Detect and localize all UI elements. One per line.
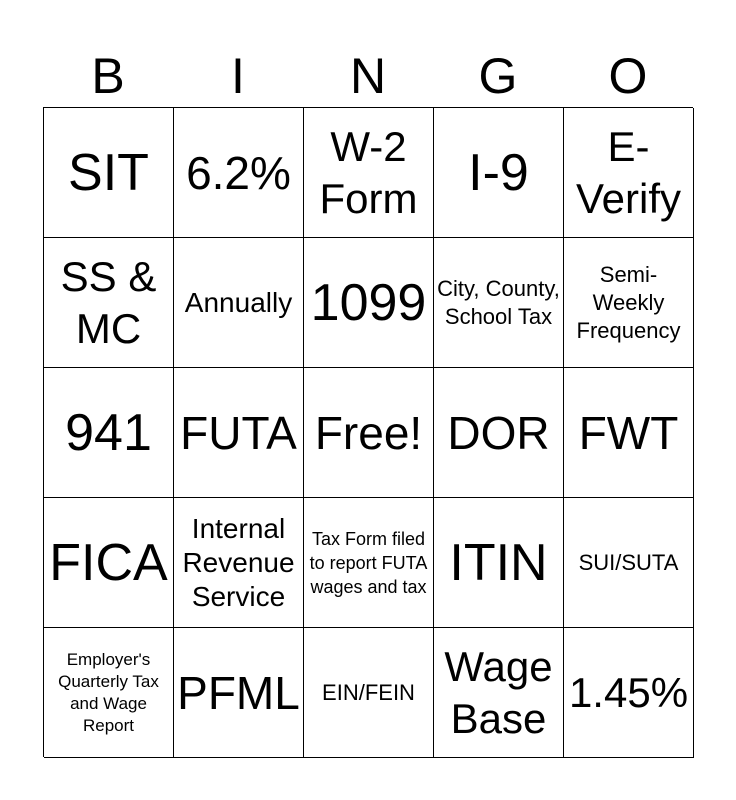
bingo-cell[interactable]: 6.2% <box>174 108 304 238</box>
bingo-cell[interactable]: W-2 Form <box>304 108 434 238</box>
header-letter-o: O <box>608 48 648 104</box>
header-letter-i: I <box>231 48 245 104</box>
bingo-cell[interactable]: 941 <box>44 368 174 498</box>
bingo-cell[interactable]: SUI/SUTA <box>564 498 694 628</box>
bingo-grid <box>43 107 693 757</box>
bingo-cell[interactable]: SIT <box>44 108 174 238</box>
bingo-cell[interactable]: FWT <box>564 368 694 498</box>
bingo-cell[interactable]: Semi-Weekly Frequency <box>564 238 694 368</box>
bingo-cell[interactable]: Wage Base <box>434 628 564 758</box>
bingo-cell[interactable]: City, County, School Tax <box>434 238 564 368</box>
bingo-cell[interactable]: Tax Form filed to report FUTA wages and tax <box>304 498 434 628</box>
bingo-cell[interactable]: EIN/FEIN <box>304 628 434 758</box>
bingo-cell[interactable]: FICA <box>44 498 174 628</box>
bingo-cell[interactable]: ITIN <box>434 498 564 628</box>
bingo-cell[interactable]: FUTA <box>174 368 304 498</box>
header-letter-n: N <box>349 48 387 104</box>
header-letter-g: G <box>478 48 518 104</box>
header-letter-b: B <box>91 48 125 104</box>
bingo-cell[interactable]: 1.45% <box>564 628 694 758</box>
bingo-header <box>43 48 693 104</box>
bingo-cell[interactable]: PFML <box>174 628 304 758</box>
bingo-cell[interactable]: DOR <box>434 368 564 498</box>
bingo-cell-free[interactable]: Free! <box>304 368 434 498</box>
bingo-cell[interactable]: 1099 <box>304 238 434 368</box>
bingo-cell[interactable]: E-Verify <box>564 108 694 238</box>
bingo-cell[interactable]: Annually <box>174 238 304 368</box>
bingo-cell[interactable]: Employer's Quarterly Tax and Wage Report <box>44 628 174 758</box>
bingo-cell[interactable]: I-9 <box>434 108 564 238</box>
bingo-cell[interactable]: Internal Revenue Service <box>174 498 304 628</box>
bingo-cell[interactable]: SS & MC <box>44 238 174 368</box>
